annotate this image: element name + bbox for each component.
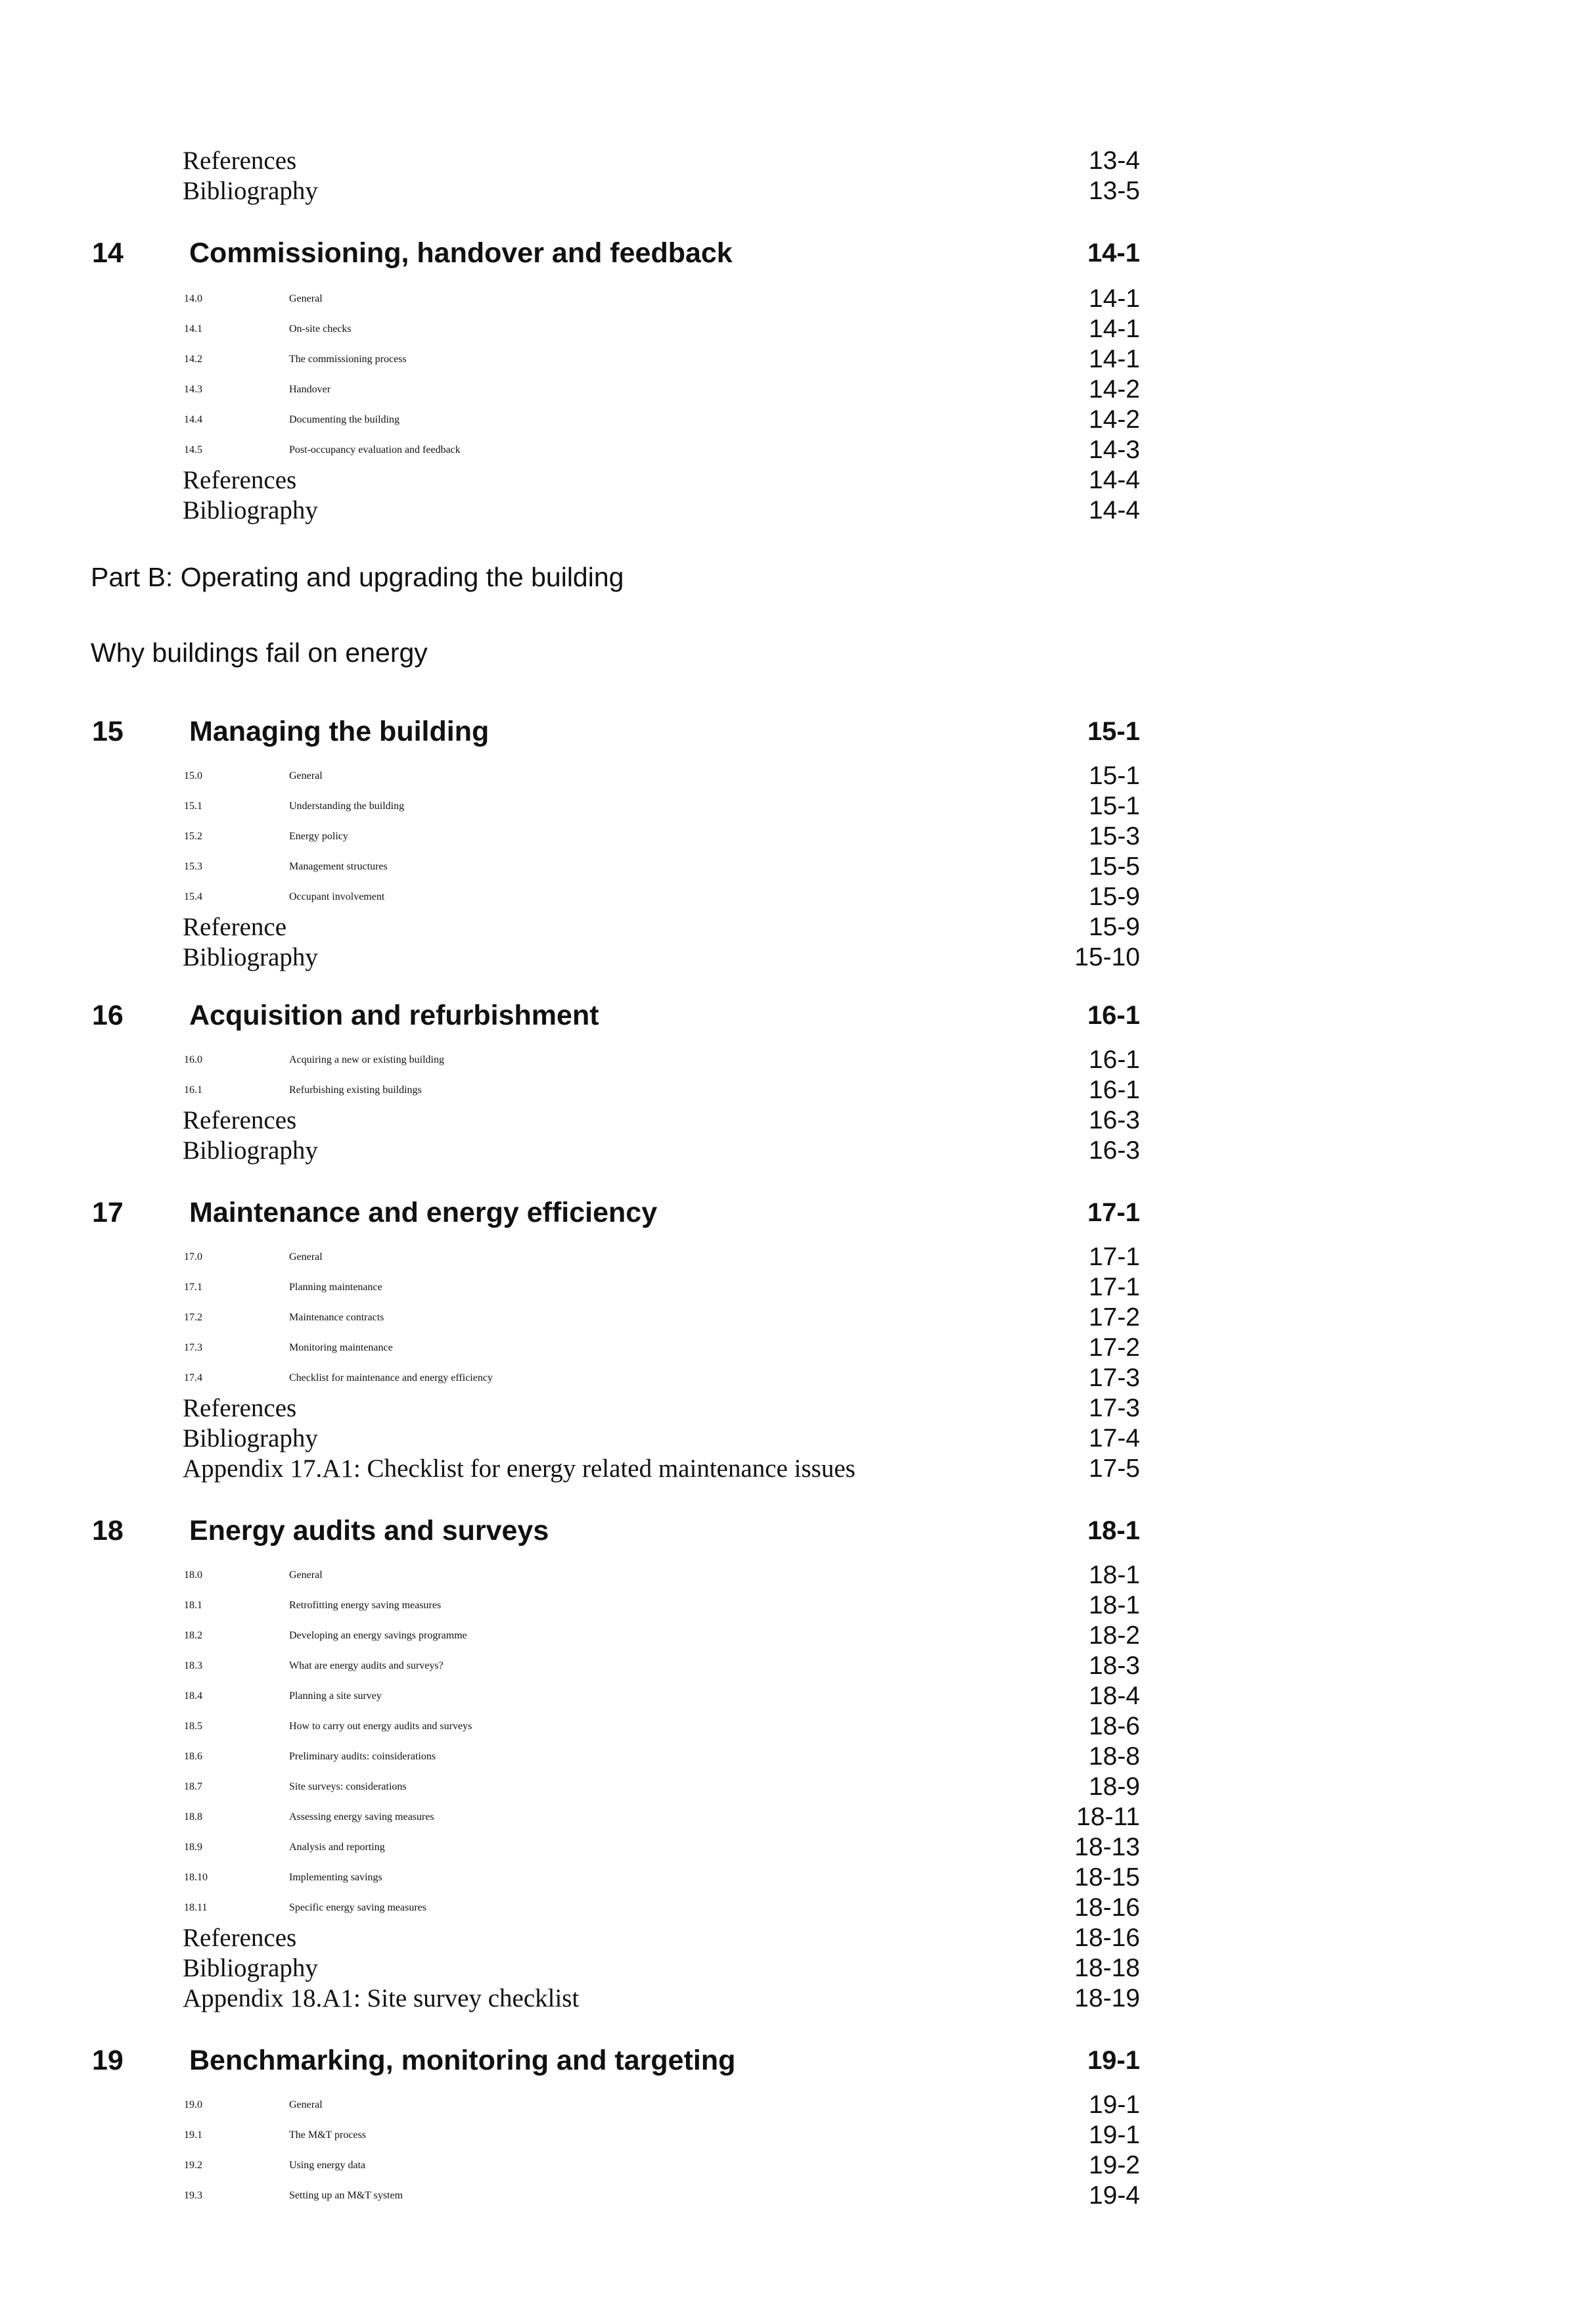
section-number: 19.2 — [184, 2160, 202, 2171]
section-title: Assessing energy saving measures — [289, 1811, 434, 1823]
section-title: Developing an energy savings programme — [289, 1630, 467, 1641]
section-number: 19.0 — [184, 2099, 202, 2110]
section-number: 19.3 — [184, 2190, 202, 2201]
chapter-number: 19 — [92, 2045, 124, 2076]
page-number: 19-1 — [1088, 2121, 1140, 2149]
chapter-number: 16 — [92, 1000, 124, 1031]
reference-title: References — [183, 147, 297, 175]
chapter-heading — [0, 1000, 1596, 1031]
section-title: How to carry out energy audits and surveys — [289, 1721, 472, 1732]
section-title: The commissioning process — [289, 354, 407, 365]
chapter-number: 15 — [92, 716, 124, 747]
section-number: 14.5 — [184, 444, 202, 455]
reference-title: References — [183, 1924, 297, 1952]
section-number: 15.4 — [184, 891, 202, 902]
toc-entry — [0, 284, 1596, 314]
page-number: 17-2 — [1088, 1334, 1140, 1362]
toc-entry — [0, 2120, 1596, 2150]
section-number: 16.0 — [184, 1054, 202, 1065]
page-number: 17-3 — [1088, 1394, 1140, 1422]
section-number: 14.0 — [184, 293, 202, 304]
reference-title: Bibliography — [183, 943, 318, 971]
page-number: 18-16 — [1074, 1893, 1140, 1922]
chapter-title: Acquisition and refurbishment — [189, 1000, 599, 1031]
section-title: Post-occupancy evaluation and feedback — [289, 444, 461, 455]
toc-reference — [0, 1105, 1596, 1136]
reference-title: References — [183, 466, 297, 494]
section-number: 18.3 — [184, 1660, 202, 1671]
toc-entry — [0, 405, 1596, 435]
toc-entry — [0, 344, 1596, 375]
section-title: Retrofitting energy saving measures — [289, 1600, 442, 1611]
part-title: Part B: Operating and upgrading the building — [91, 562, 624, 592]
toc-entry — [0, 1772, 1596, 1802]
section-title: Documenting the building — [289, 414, 399, 425]
section-title: Site surveys: considerations — [289, 1781, 407, 1792]
section-number: 17.3 — [184, 1342, 202, 1353]
part-heading — [0, 562, 1596, 592]
section-title: Implementing savings — [289, 1872, 382, 1883]
page-number: 18-4 — [1088, 1682, 1140, 1710]
page-number: 19-2 — [1088, 2151, 1140, 2179]
section-number: 17.2 — [184, 1312, 202, 1323]
section-title: Understanding the building — [289, 801, 405, 812]
section-title: On-site checks — [289, 323, 352, 335]
section-number: 17.0 — [184, 1251, 202, 1263]
section-title: General — [289, 293, 323, 304]
chapter-title: Maintenance and energy efficiency — [189, 1197, 658, 1228]
toc-entry — [0, 761, 1596, 791]
toc-entry — [0, 1591, 1596, 1621]
toc-entry — [0, 1681, 1596, 1711]
section-number: 18.8 — [184, 1811, 202, 1823]
reference-title: Bibliography — [183, 496, 318, 524]
page-number: 17-5 — [1088, 1454, 1140, 1483]
toc-entry — [0, 435, 1596, 465]
page-number: 19-1 — [1088, 2091, 1140, 2119]
chapter-number: 14 — [92, 237, 124, 269]
section-title: Planning a site survey — [289, 1690, 382, 1702]
page-number: 15-9 — [1088, 913, 1140, 941]
toc-entry — [0, 1272, 1596, 1303]
page-number: 15-9 — [1088, 883, 1140, 911]
toc-reference — [0, 1953, 1596, 1984]
toc-entry — [0, 2090, 1596, 2120]
page-number: 13-5 — [1088, 177, 1140, 205]
section-title: Preliminary audits: coinsiderations — [289, 1751, 436, 1762]
page-number: 17-1 — [1088, 1243, 1140, 1271]
toc-entry — [0, 2181, 1596, 2211]
section-number: 17.4 — [184, 1372, 202, 1383]
page-number: 18-16 — [1074, 1924, 1140, 1952]
toc-reference — [0, 496, 1596, 526]
page-number: 15-10 — [1074, 943, 1140, 971]
toc-entry — [0, 1863, 1596, 1893]
section-number: 18.7 — [184, 1781, 202, 1792]
page-number: 18-2 — [1088, 1621, 1140, 1650]
toc-reference — [0, 146, 1596, 176]
page-number: 14-4 — [1088, 496, 1140, 524]
section-title: Acquiring a new or existing building — [289, 1054, 444, 1065]
section-number: 15.3 — [184, 861, 202, 872]
page-number: 19-1 — [1087, 2046, 1140, 2075]
page-number: 17-2 — [1088, 1303, 1140, 1332]
page-number: 18-11 — [1076, 1803, 1140, 1831]
section-title: Planning maintenance — [289, 1282, 382, 1293]
page-number: 16-1 — [1088, 1076, 1140, 1104]
page-number: 13-4 — [1088, 147, 1140, 175]
chapter-heading — [0, 238, 1596, 268]
section-number: 18.2 — [184, 1630, 202, 1641]
section-title: Handover — [289, 384, 331, 395]
section-title: General — [289, 1569, 323, 1581]
section-number: 18.11 — [184, 1902, 208, 1913]
section-number: 18.4 — [184, 1690, 202, 1702]
toc-reference — [0, 1984, 1596, 2014]
toc-entry — [0, 1333, 1596, 1363]
section-number: 14.2 — [184, 354, 202, 365]
reference-title: References — [183, 1106, 297, 1134]
section-number: 18.6 — [184, 1751, 202, 1762]
reference-title: Bibliography — [183, 177, 318, 205]
section-number: 15.1 — [184, 801, 202, 812]
toc-entry — [0, 1075, 1596, 1105]
page-number: 18-13 — [1074, 1833, 1140, 1861]
toc-entry — [0, 822, 1596, 852]
section-title: Maintenance contracts — [289, 1312, 384, 1323]
chapter-title: Managing the building — [189, 716, 490, 747]
toc-entry — [0, 1832, 1596, 1863]
page-number: 18-9 — [1088, 1773, 1140, 1801]
section-number: 15.0 — [184, 770, 202, 781]
page-number: 17-3 — [1088, 1364, 1140, 1392]
toc-entry — [0, 1242, 1596, 1272]
toc-entry — [0, 1045, 1596, 1075]
toc-entry — [0, 1560, 1596, 1591]
section-title: The M&T process — [289, 2129, 367, 2141]
toc-entry — [0, 1621, 1596, 1651]
toc-reference — [0, 912, 1596, 942]
section-number: 19.1 — [184, 2129, 202, 2141]
section-title: Setting up an M&T system — [289, 2190, 403, 2201]
page-number: 15-1 — [1087, 717, 1140, 746]
page-number: 17-1 — [1087, 1198, 1140, 1227]
toc-entry — [0, 2150, 1596, 2181]
section-number: 15.2 — [184, 831, 202, 842]
page-number: 16-3 — [1088, 1136, 1140, 1165]
page-number: 16-3 — [1088, 1106, 1140, 1134]
page-number: 18-3 — [1088, 1652, 1140, 1680]
reference-title: Bibliography — [183, 1424, 318, 1452]
page-number: 18-1 — [1088, 1561, 1140, 1589]
part-title: Why buildings fail on energy — [91, 638, 428, 668]
toc-reference — [0, 1424, 1596, 1454]
page-number: 14-2 — [1088, 375, 1140, 404]
chapter-number: 18 — [92, 1515, 124, 1546]
chapter-heading — [0, 1516, 1596, 1546]
section-title: Monitoring maintenance — [289, 1342, 393, 1353]
toc-entry — [0, 1893, 1596, 1923]
section-title: Refurbishing existing buildings — [289, 1084, 422, 1096]
section-number: 14.3 — [184, 384, 202, 395]
section-number: 14.4 — [184, 414, 202, 425]
page-number: 14-4 — [1088, 466, 1140, 494]
toc-entry — [0, 1363, 1596, 1393]
section-title: Using energy data — [289, 2160, 366, 2171]
section-number: 18.10 — [184, 1872, 208, 1883]
chapter-title: Benchmarking, monitoring and targeting — [189, 2045, 736, 2076]
section-number: 18.9 — [184, 1842, 202, 1853]
section-title: Checklist for maintenance and energy efficiency — [289, 1372, 493, 1383]
section-number: 18.1 — [184, 1600, 202, 1611]
page-number: 19-4 — [1088, 2181, 1140, 2210]
toc-reference — [0, 1923, 1596, 1953]
page-number: 16-1 — [1088, 1046, 1140, 1074]
page-number: 16-1 — [1087, 1001, 1140, 1030]
toc-entry — [0, 1742, 1596, 1772]
section-number: 18.0 — [184, 1569, 202, 1581]
toc-reference — [0, 1136, 1596, 1166]
chapter-title: Commissioning, handover and feedback — [189, 237, 733, 269]
toc-reference — [0, 1393, 1596, 1424]
reference-title: Bibliography — [183, 1136, 318, 1165]
section-number: 18.5 — [184, 1721, 202, 1732]
toc-entry — [0, 791, 1596, 822]
section-number: 17.1 — [184, 1282, 202, 1293]
page-number: 17-4 — [1088, 1424, 1140, 1452]
chapter-number: 17 — [92, 1197, 124, 1228]
chapter-heading — [0, 1197, 1596, 1228]
page-number: 14-3 — [1088, 436, 1140, 464]
reference-title: Bibliography — [183, 1954, 318, 1982]
toc-reference — [0, 942, 1596, 973]
page-number: 18-18 — [1074, 1954, 1140, 1982]
section-title: Energy policy — [289, 831, 348, 842]
toc-entry — [0, 1303, 1596, 1333]
part-heading — [0, 638, 1596, 668]
page-number: 18-1 — [1088, 1591, 1140, 1619]
chapter-heading — [0, 2045, 1596, 2076]
page-number: 18-15 — [1074, 1863, 1140, 1892]
toc-reference — [0, 176, 1596, 206]
page-number: 18-19 — [1074, 1984, 1140, 2012]
page-number: 14-1 — [1088, 315, 1140, 343]
page-number: 14-2 — [1088, 406, 1140, 434]
section-title: Management structures — [289, 861, 388, 872]
toc-entry — [0, 375, 1596, 405]
section-title: General — [289, 1251, 323, 1263]
section-title: General — [289, 770, 323, 781]
section-title: What are energy audits and surveys? — [289, 1660, 444, 1671]
section-title: Occupant involvement — [289, 891, 385, 902]
toc-entry — [0, 852, 1596, 882]
page-number: 18-1 — [1087, 1516, 1140, 1545]
toc-entry — [0, 314, 1596, 344]
page-number: 15-5 — [1088, 852, 1140, 881]
page-number: 15-1 — [1088, 792, 1140, 820]
section-title: Analysis and reporting — [289, 1842, 385, 1853]
page-number: 15-1 — [1088, 762, 1140, 790]
toc-entry — [0, 1651, 1596, 1681]
section-number: 14.1 — [184, 323, 202, 335]
reference-title: References — [183, 1394, 297, 1422]
toc-reference — [0, 465, 1596, 496]
reference-title: Reference — [183, 913, 287, 941]
section-number: 16.1 — [184, 1084, 202, 1096]
reference-title: Appendix 17.A1: Checklist for energy related maintenance issues — [183, 1454, 855, 1483]
toc-entry — [0, 1802, 1596, 1832]
chapter-title: Energy audits and surveys — [189, 1515, 549, 1546]
toc-entry — [0, 882, 1596, 912]
page-number: 18-8 — [1088, 1742, 1140, 1771]
reference-title: Appendix 18.A1: Site survey checklist — [183, 1984, 580, 2012]
section-title: Specific energy saving measures — [289, 1902, 426, 1913]
page-number: 17-1 — [1088, 1273, 1140, 1301]
page-number: 14-1 — [1087, 239, 1140, 267]
section-title: General — [289, 2099, 323, 2110]
page-number: 18-6 — [1088, 1712, 1140, 1740]
chapter-heading — [0, 716, 1596, 747]
page-number: 14-1 — [1088, 345, 1140, 373]
toc-entry — [0, 1711, 1596, 1742]
toc-reference — [0, 1454, 1596, 1484]
page-number: 14-1 — [1088, 285, 1140, 313]
page-number: 15-3 — [1088, 822, 1140, 850]
